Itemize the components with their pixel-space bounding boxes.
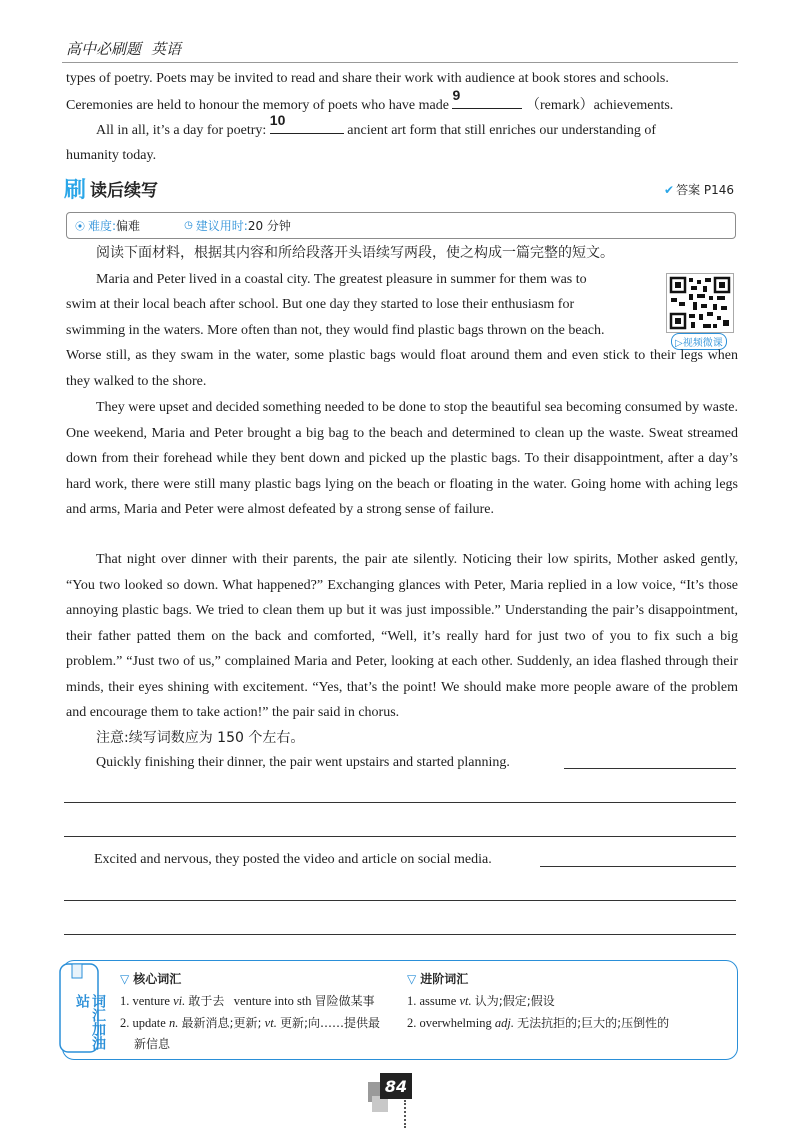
adv-item-2	[407, 1013, 727, 1033]
core-1-pos: vi.	[173, 994, 186, 1008]
core-2-pos: n.	[168, 1016, 179, 1030]
instruction: 阅读下面材料，根据其内容和所给段落开头语续写两段，使之构成一篇完整的短文。	[96, 245, 614, 261]
core-1-phrase-meaning: 冒险做某事	[314, 994, 375, 1008]
page-dots	[404, 1100, 406, 1128]
prev-line-4: humanity today.	[66, 148, 157, 163]
vocab-tab-label: 词汇加油站	[74, 994, 106, 1050]
paragraph-3: That night over dinner with their parents, the pair ate silently. Noticing their low spirits, Mother asked gently, “You two looked so down. What happened?” Exchanging glances with Peter, Maria replied in a low voice, “It’s those annoying plastic bags. We tried to clean them up but it was just impossible.” Understanding the pair’s disappointment, their father patted them on the back and comforted, “Well, it’s really hard for just two of you to fix such a big problem.” “Just two of us,” complained Maria and Peter, looking at each other. Suddenly, an idea flashed through their minds, their eyes shining with excitement. “Yes, that’s the point! We should make more people aware of the problem and encourage them to take action!” the pair said in chorus.	[66, 552, 738, 720]
core-2-pos2: vt.	[264, 1016, 277, 1030]
core-2-meaning3: 新信息	[134, 1037, 171, 1051]
running-header	[66, 38, 181, 59]
core-vocab-title	[120, 970, 181, 988]
paragraph-2: They were upset and decided something needed to be done to stop the beautiful sea becoming consumed by waste. One weekend, Maria and Peter brought a big bag to the beach and determined to clean up the waste. Sweat streamed down from their forehead while they bent down and picked up the plastic bags. To their disappointment, after a day’s hard work, there were still many plastic bags lying on the beach or floating in the water. Going home with aching legs and arms, Maria and Peter were almost defeated by a strong sense of failure.	[66, 400, 738, 517]
qr-code[interactable]	[666, 273, 734, 333]
writing-line-2a[interactable]	[540, 866, 736, 867]
writing-line-1a[interactable]	[564, 768, 736, 769]
play-icon: ▷	[675, 338, 683, 349]
prev-line-1: types of poetry. Poets may be invited to read and share their work with audience at book stores and schools.	[66, 71, 669, 86]
check-icon: ✔	[664, 182, 675, 197]
core-icon: ▽	[120, 972, 130, 986]
time-label: 建议用时:	[195, 219, 248, 233]
p1-line-3: swimming in the waters. More often than not, they would find plastic bags thrown on the beach.	[66, 323, 605, 338]
subject-title: 英语	[151, 40, 182, 58]
core-item-2-cont	[134, 1034, 170, 1054]
info-bar	[66, 212, 736, 239]
core-1-word: 1. venture	[120, 994, 170, 1008]
p1-rest: Worse still, as they swam in the water, some plastic bags would float around them and even stick to their legs when they walked to the shore.	[66, 348, 738, 389]
prev-line-2a: Ceremonies are held to honour the memory of poets who have made	[66, 98, 449, 113]
adv-icon: ▽	[407, 972, 417, 986]
writing-line-1c[interactable]	[64, 836, 736, 837]
section-title	[64, 173, 158, 204]
blank-9-number: 9	[452, 86, 461, 103]
blank-10[interactable]	[269, 111, 344, 134]
core-1-phrase: venture into sth	[233, 994, 312, 1008]
adv-item-1	[407, 991, 727, 1011]
answer-reference[interactable]	[664, 181, 734, 198]
header-divider	[62, 62, 738, 63]
prompt-1: Quickly finishing their dinner, the pair went upstairs and started planning.	[96, 755, 510, 770]
core-1-meaning: 敢于去	[188, 994, 225, 1008]
difficulty	[75, 217, 140, 234]
adv-2-pos: adj.	[494, 1016, 514, 1030]
core-2-word: 2. update	[120, 1016, 166, 1030]
prev-line-3b: ancient art form that still enriches our understanding of	[347, 123, 656, 138]
time-value: 20 分钟	[247, 219, 291, 233]
adv-1-word: 1. assume	[407, 994, 457, 1008]
adv-vocab-title	[407, 970, 468, 988]
answer-page: 答案 P146	[676, 183, 735, 197]
adv-1-meaning: 认为;假定;假设	[474, 994, 555, 1008]
clock-icon: ◷	[184, 220, 193, 231]
adv-1-pos: vt.	[459, 994, 472, 1008]
p1-line-1: Maria and Peter lived in a coastal city. The greatest pleasure in summer for them was to	[96, 272, 587, 287]
adv-2-meaning: 无法抗拒的;巨大的;压倒性的	[517, 1016, 670, 1030]
core-item-1	[120, 991, 400, 1011]
blank-10-number: 10	[269, 111, 286, 128]
page-number: 84	[380, 1073, 412, 1099]
word-count-note: 注意:续写词数应为 150 个左右。	[96, 730, 305, 746]
adv-2-word: 2. overwhelming	[407, 1016, 492, 1030]
section-mark: 刷	[64, 178, 87, 203]
suggested-time	[184, 217, 291, 234]
difficulty-label: 难度:	[88, 219, 117, 233]
adv-title-text: 进阶词汇	[420, 972, 469, 986]
prev-line-2	[66, 86, 738, 119]
video-lesson-text: 视频微课	[682, 338, 723, 349]
difficulty-icon: ⦿	[75, 222, 85, 233]
core-item-2: 2. update n. 最新消息;更新; vt. 更新;向……提供最	[120, 1016, 380, 1030]
blank-9[interactable]	[452, 86, 522, 109]
qr-code-icon	[667, 274, 733, 332]
core-title-text: 核心词汇	[133, 972, 182, 986]
prev-line-2b: （remark）achievements.	[525, 98, 674, 113]
core-2-meaning2: 更新;向……提供最	[279, 1016, 380, 1030]
difficulty-value: 偏难	[116, 219, 141, 233]
prev-line-3a: All in all, it’s a day for poetry:	[96, 123, 267, 138]
core-2-meaning: 最新消息;更新	[181, 1016, 258, 1030]
section-title-text: 读后续写	[90, 181, 159, 201]
prev-line-3	[96, 111, 738, 144]
writing-line-1b[interactable]	[64, 802, 736, 803]
p1-line-2: swim at their local beach after school. But one day they started to lose their enthusiasm for	[66, 297, 575, 312]
prompt-2: Excited and nervous, they posted the video and article on social media.	[94, 852, 492, 867]
book-title: 高中必刷题	[66, 40, 142, 58]
writing-line-2b[interactable]	[64, 900, 736, 901]
writing-line-2c[interactable]	[64, 934, 736, 935]
